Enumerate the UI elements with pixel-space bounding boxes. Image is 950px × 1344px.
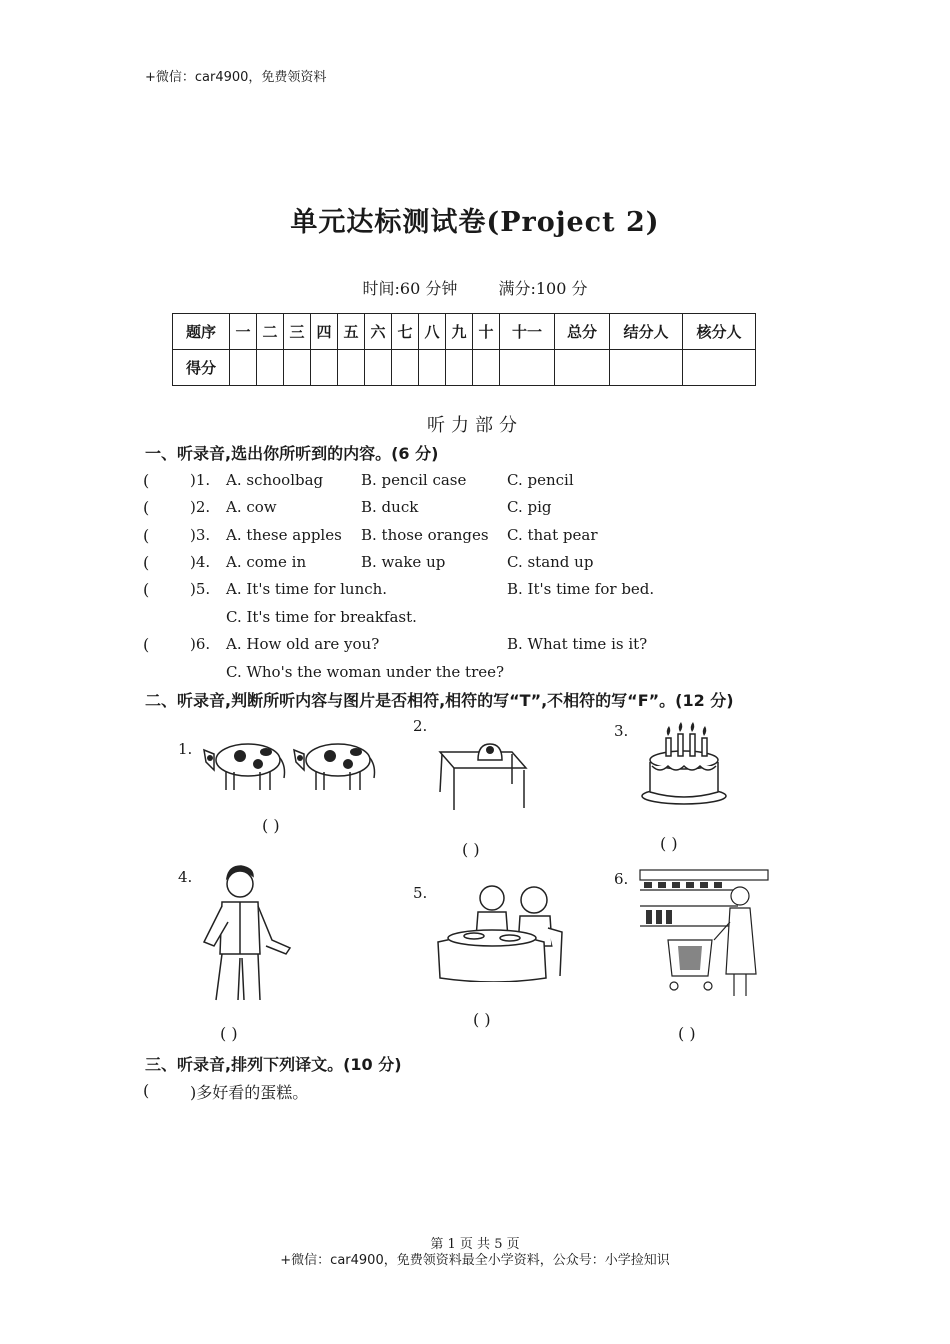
answer-paren[interactable]: ( — [143, 498, 150, 517]
answer-paren[interactable]: ( — [143, 580, 150, 599]
option-b: B. wake up — [361, 553, 446, 571]
exam-full-score: 满分:100 分 — [498, 279, 588, 298]
page-title: 单元达标测试卷(Project 2) — [290, 207, 660, 238]
score-cell: 总分 — [555, 314, 610, 350]
option-c: C. pencil — [507, 471, 574, 489]
question-number: )2. — [190, 498, 211, 516]
score-cell: 十一 — [500, 314, 555, 350]
option-c: C. that pear — [507, 526, 598, 544]
option-b: B. It's time for bed. — [507, 580, 655, 598]
answer-paren[interactable]: ( — [143, 471, 150, 490]
score-input-cell[interactable] — [284, 350, 311, 386]
option-a: A. How old are you? — [226, 635, 380, 653]
answer-blank[interactable]: ( ) — [462, 840, 480, 859]
question-number: )5. — [190, 580, 211, 598]
score-input-cell[interactable] — [446, 350, 473, 386]
cows-picture — [200, 732, 380, 796]
option-b: B. duck — [361, 498, 419, 516]
answer-paren[interactable]: ( — [143, 635, 150, 654]
answer-paren[interactable]: ( — [143, 526, 150, 545]
score-input-cell[interactable] — [500, 350, 555, 386]
picture-number: 2. — [413, 717, 428, 735]
exam-time: 时间:60 分钟 — [362, 279, 458, 298]
score-cell: 核分人 — [683, 314, 756, 350]
score-cell: 五 — [338, 314, 365, 350]
picture-number: 6. — [614, 870, 629, 888]
score-input-cell[interactable] — [365, 350, 392, 386]
question-number: )4. — [190, 553, 211, 571]
translation-item: )多好看的蛋糕。 — [190, 1083, 309, 1102]
question-number: )6. — [190, 635, 211, 653]
score-input-cell[interactable] — [473, 350, 500, 386]
option-a: A. come in — [226, 553, 307, 571]
section-title: 听力部分 — [427, 415, 523, 436]
option-c: C. Who's the woman under the tree? — [226, 663, 505, 681]
page-number: 第 1 页 共 5 页 — [430, 1237, 520, 1252]
footer-note: +微信：car4900，免费领资料最全小学资料，公众号：小学捡知识 — [280, 1253, 670, 1268]
option-a: A. cow — [226, 498, 277, 516]
picture-number: 5. — [413, 884, 428, 902]
option-b: B. What time is it? — [507, 635, 648, 653]
score-cell: 四 — [311, 314, 338, 350]
score-cell: 六 — [365, 314, 392, 350]
man-picture — [198, 862, 298, 1004]
answer-blank[interactable]: ( ) — [678, 1024, 696, 1043]
option-b: B. those oranges — [361, 526, 489, 544]
answer-blank[interactable]: ( ) — [473, 1010, 491, 1029]
score-input-cell[interactable] — [555, 350, 610, 386]
score-table-score-row — [173, 350, 756, 386]
picture-number: 4. — [178, 868, 193, 886]
dining-picture — [434, 878, 568, 982]
score-row-label: 得分 — [173, 350, 230, 386]
picture-number: 3. — [614, 722, 629, 740]
score-input-cell[interactable] — [683, 350, 756, 386]
answer-blank[interactable]: ( ) — [660, 834, 678, 853]
score-cell: 三 — [284, 314, 311, 350]
score-cell: 八 — [419, 314, 446, 350]
option-b: B. pencil case — [361, 471, 467, 489]
part3-heading: 三、听录音,排列下列译文。(10 分) — [145, 1055, 402, 1074]
score-input-cell[interactable] — [338, 350, 365, 386]
answer-blank[interactable]: ( ) — [262, 816, 280, 835]
question-number: )1. — [190, 471, 211, 489]
score-cell: 十 — [473, 314, 500, 350]
option-c: C. stand up — [507, 553, 594, 571]
question-number: )3. — [190, 526, 211, 544]
option-a: A. these apples — [226, 526, 342, 544]
picture-number: 1. — [178, 740, 193, 758]
supermarket-picture — [638, 866, 770, 1000]
option-a: A. schoolbag — [226, 471, 324, 489]
exam-meta — [0, 276, 950, 299]
score-table — [172, 313, 756, 386]
score-cell: 七 — [392, 314, 419, 350]
score-input-cell[interactable] — [257, 350, 284, 386]
score-cell: 二 — [257, 314, 284, 350]
score-input-cell[interactable] — [610, 350, 683, 386]
birthday-cake-picture — [638, 720, 730, 810]
score-table-header-row — [173, 314, 756, 350]
part2-heading: 二、听录音,判断所听内容与图片是否相符,相符的写“T”,不相符的写“F”。(12 分) — [145, 691, 734, 710]
score-input-cell[interactable] — [392, 350, 419, 386]
header-note: +微信：car4900，免费领资料 — [145, 70, 327, 85]
table-picture — [430, 722, 530, 818]
answer-paren[interactable]: ( — [143, 553, 150, 572]
score-cell: 结分人 — [610, 314, 683, 350]
score-cell: 一 — [230, 314, 257, 350]
score-cell: 九 — [446, 314, 473, 350]
option-c: C. pig — [507, 498, 552, 516]
answer-paren[interactable]: ( — [143, 1081, 150, 1100]
option-a: A. It's time for lunch. — [226, 580, 388, 598]
score-input-cell[interactable] — [230, 350, 257, 386]
score-input-cell[interactable] — [419, 350, 446, 386]
option-c: C. It's time for breakfast. — [226, 608, 417, 626]
part1-heading: 一、听录音,选出你所听到的内容。(6 分) — [145, 444, 439, 463]
score-cell: 题序 — [173, 314, 230, 350]
answer-blank[interactable]: ( ) — [220, 1024, 238, 1043]
score-input-cell[interactable] — [311, 350, 338, 386]
